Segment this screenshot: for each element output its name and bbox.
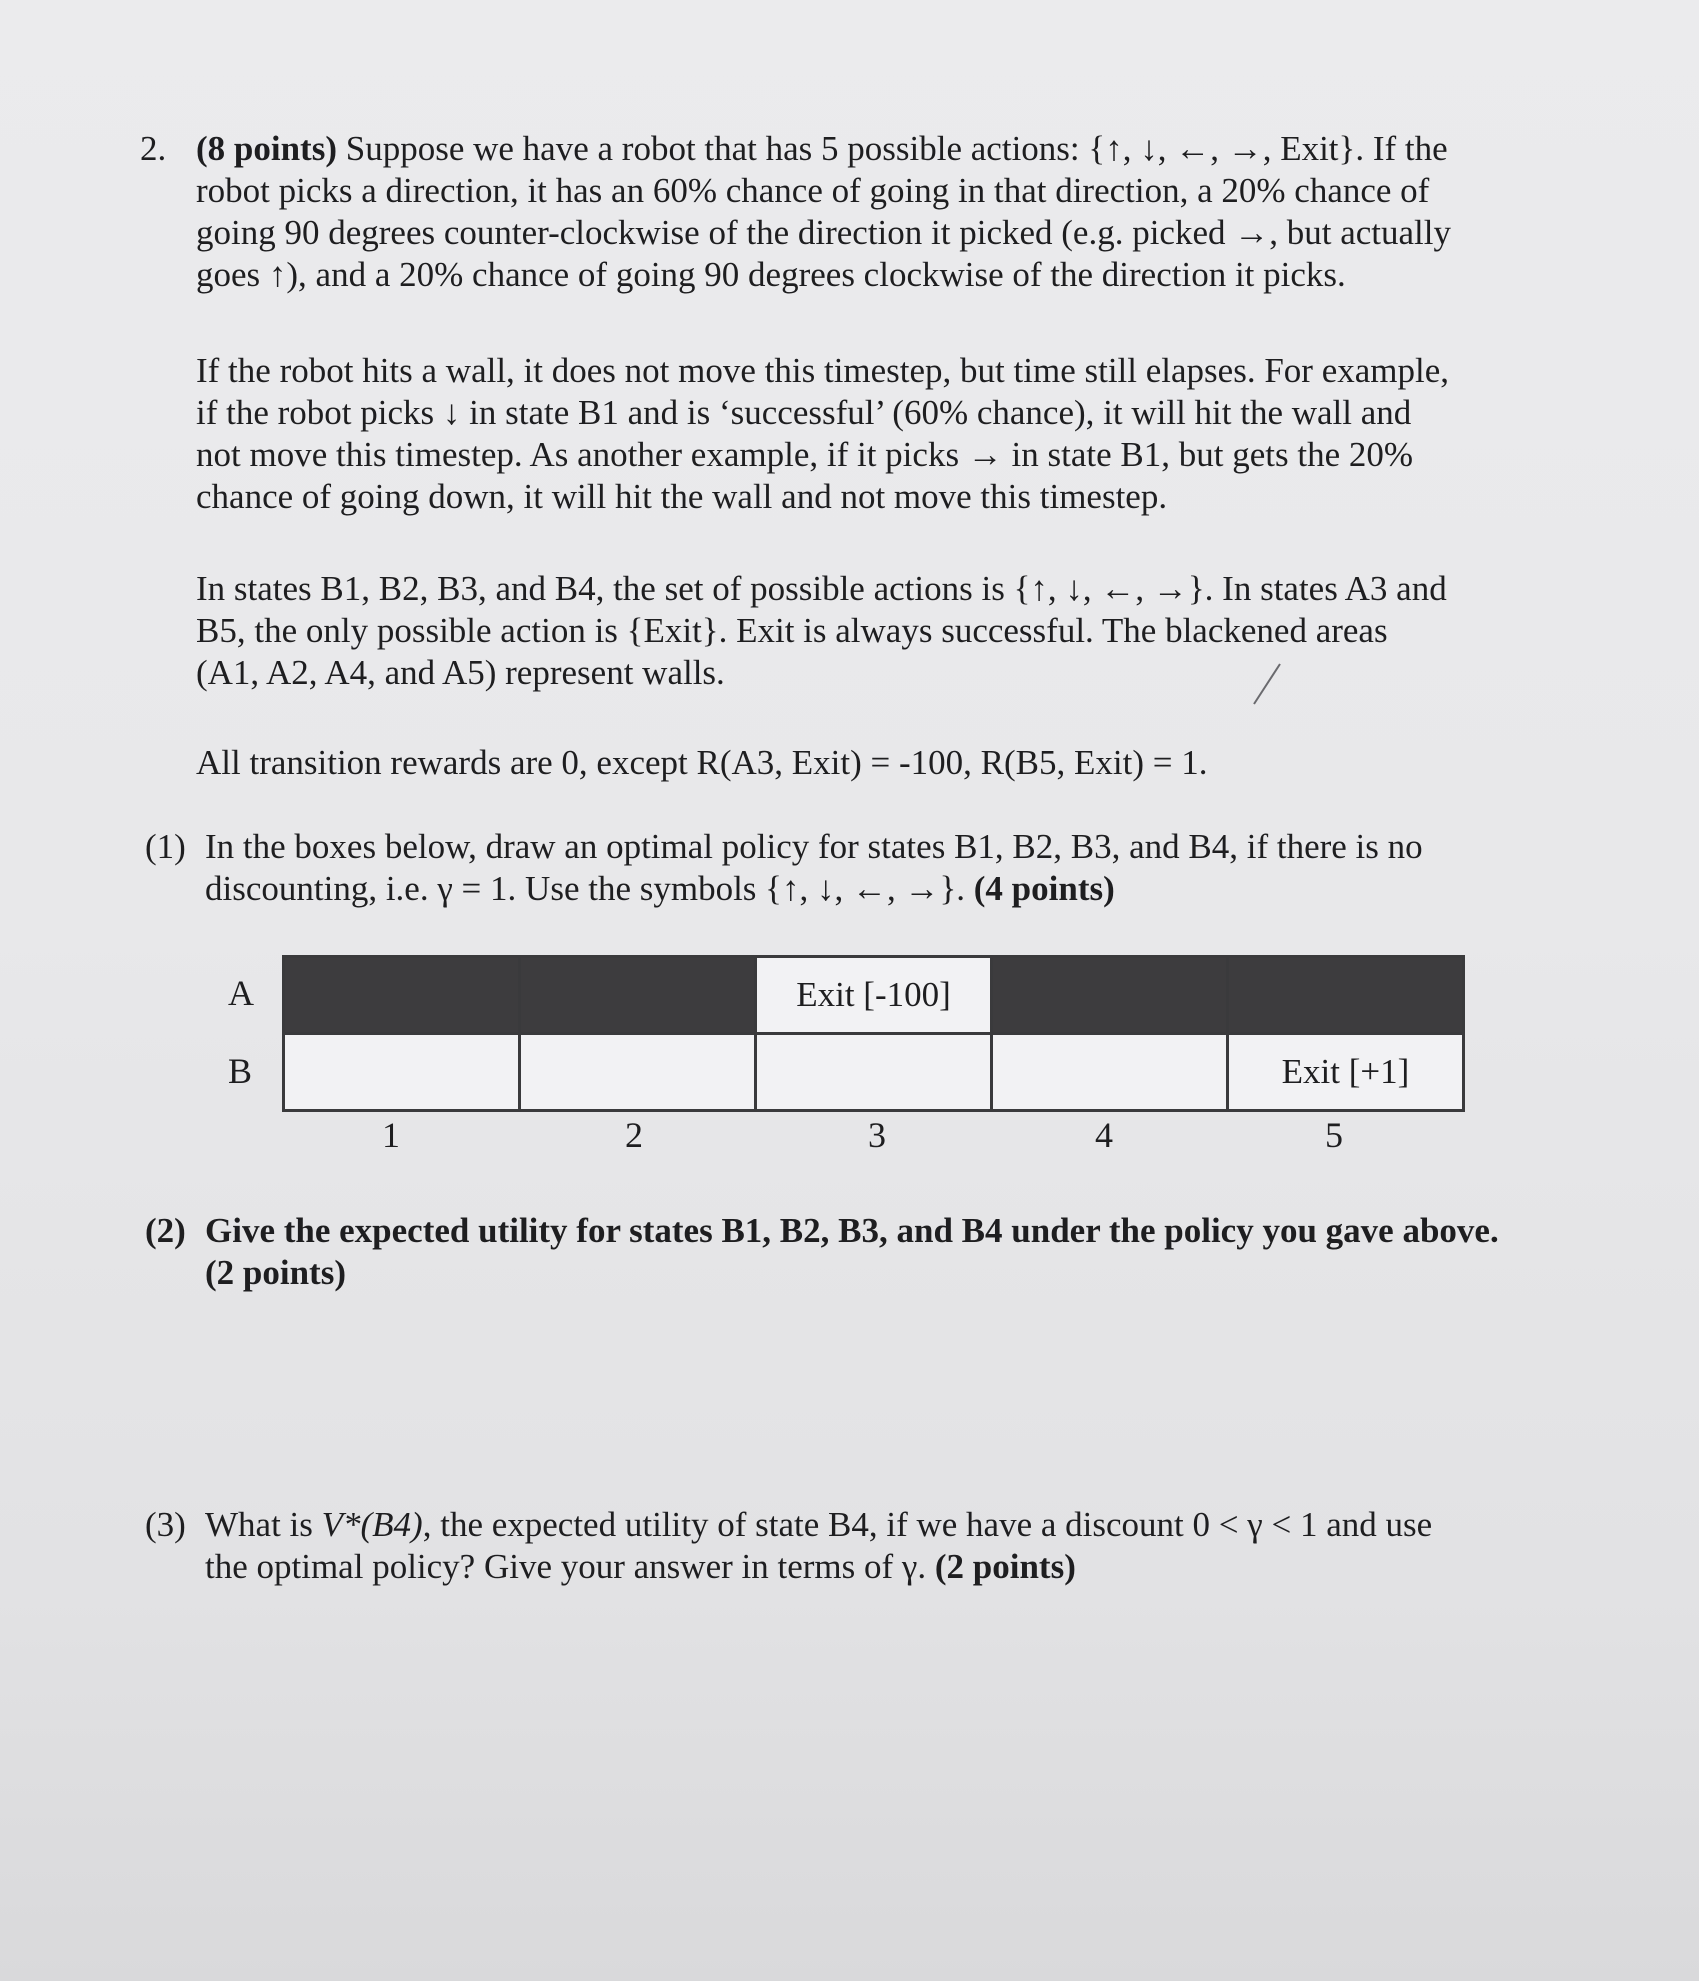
cell-b3[interactable] bbox=[756, 1034, 992, 1111]
cell-b4[interactable] bbox=[992, 1034, 1228, 1111]
states-line-3: (A1, A2, A4, and A5) represent walls. bbox=[196, 653, 725, 692]
part-3-line-1-pre: What is bbox=[205, 1505, 322, 1544]
intro-line-1: Suppose we have a robot that has 5 possible actions: {↑, ↓, ←, →, Exit}. If the bbox=[337, 129, 1448, 168]
intro-line-2: robot picks a direction, it has an 60% chance of going in that direction, a 20% chance of bbox=[196, 171, 1430, 210]
wall-line-3: not move this timestep. As another example, if it picks → in state B1, but gets the 20% bbox=[196, 435, 1414, 474]
part-1-points: (4 points) bbox=[965, 869, 1115, 908]
cell-a4-wall bbox=[992, 957, 1228, 1034]
part-3-math: V*(B4) bbox=[321, 1505, 423, 1544]
grid-row-a bbox=[284, 957, 1464, 1034]
grid-row-b bbox=[284, 1034, 1464, 1111]
states-line-2: B5, the only possible action is {Exit}. Exit is always successful. The blackened areas bbox=[196, 611, 1388, 650]
part-3-line-2: the optimal policy? Give your answer in terms of γ. bbox=[205, 1547, 927, 1586]
cell-a3-exit: Exit [-100] bbox=[756, 957, 992, 1034]
row-label-b: B bbox=[228, 1051, 253, 1091]
col-label-5: 5 bbox=[1325, 1115, 1343, 1155]
col-label-3: 3 bbox=[868, 1115, 886, 1155]
intro-line-4: goes ↑), and a 20% chance of going 90 degrees clockwise of the direction it picks. bbox=[196, 255, 1346, 294]
pen-mark bbox=[1250, 658, 1290, 708]
gridworld bbox=[220, 955, 1470, 1175]
row-label-a: A bbox=[228, 973, 254, 1013]
col-label-4: 4 bbox=[1095, 1115, 1113, 1155]
col-label-1: 1 bbox=[382, 1115, 400, 1155]
question-number: 2. bbox=[140, 129, 167, 168]
states-paragraph bbox=[196, 568, 1556, 694]
cell-a2-wall bbox=[520, 957, 756, 1034]
part-3-points: (2 points) bbox=[926, 1547, 1076, 1586]
intro-line-3: going 90 degrees counter-clockwise of the direction it picked (e.g. picked →, but actually bbox=[196, 213, 1451, 252]
part-2-line-2: (2 points) bbox=[205, 1253, 346, 1292]
states-line-1: In states B1, B2, B3, and B4, the set of possible actions is {↑, ↓, ←, →}. In states A3 and bbox=[196, 569, 1447, 608]
points-label: (8 points) bbox=[196, 129, 337, 168]
cell-a1-wall bbox=[284, 957, 520, 1034]
rewards-line: All transition rewards are 0, except R(A3, Exit) = -100, R(B5, Exit) = 1. bbox=[196, 743, 1208, 782]
part-3-number: (3) bbox=[145, 1505, 186, 1544]
cell-b5-exit: Exit [+1] bbox=[1228, 1034, 1464, 1111]
col-label-2: 2 bbox=[625, 1115, 643, 1155]
part-1-line-1: In the boxes below, draw an optimal policy for states B1, B2, B3, and B4, if there is no bbox=[205, 827, 1423, 866]
cell-a5-wall bbox=[1228, 957, 1464, 1034]
part-2-line-1: Give the expected utility for states B1, B2, B3, and B4 under the policy you gave above. bbox=[205, 1211, 1499, 1250]
cell-b1[interactable] bbox=[284, 1034, 520, 1111]
wall-line-4: chance of going down, it will hit the wall and not move this timestep. bbox=[196, 477, 1168, 516]
part-2-number: (2) bbox=[145, 1211, 186, 1250]
wall-line-2: if the robot picks ↓ in state B1 and is ‘successful’ (60% chance), it will hit the wall and bbox=[196, 393, 1412, 432]
part-3-line-1-post: , the expected utility of state B4, if we have a discount 0 < γ < 1 and use bbox=[422, 1505, 1433, 1544]
wall-line-1: If the robot hits a wall, it does not move this timestep, but time still elapses. For example, bbox=[196, 351, 1449, 390]
part-1-line-2: discounting, i.e. γ = 1. Use the symbols {↑, ↓, ←, →}. bbox=[205, 869, 966, 908]
question-intro bbox=[196, 128, 1556, 296]
wall-paragraph bbox=[196, 350, 1556, 518]
part-1-number: (1) bbox=[145, 827, 186, 866]
grid-table bbox=[282, 955, 1465, 1112]
cell-b2[interactable] bbox=[520, 1034, 756, 1111]
